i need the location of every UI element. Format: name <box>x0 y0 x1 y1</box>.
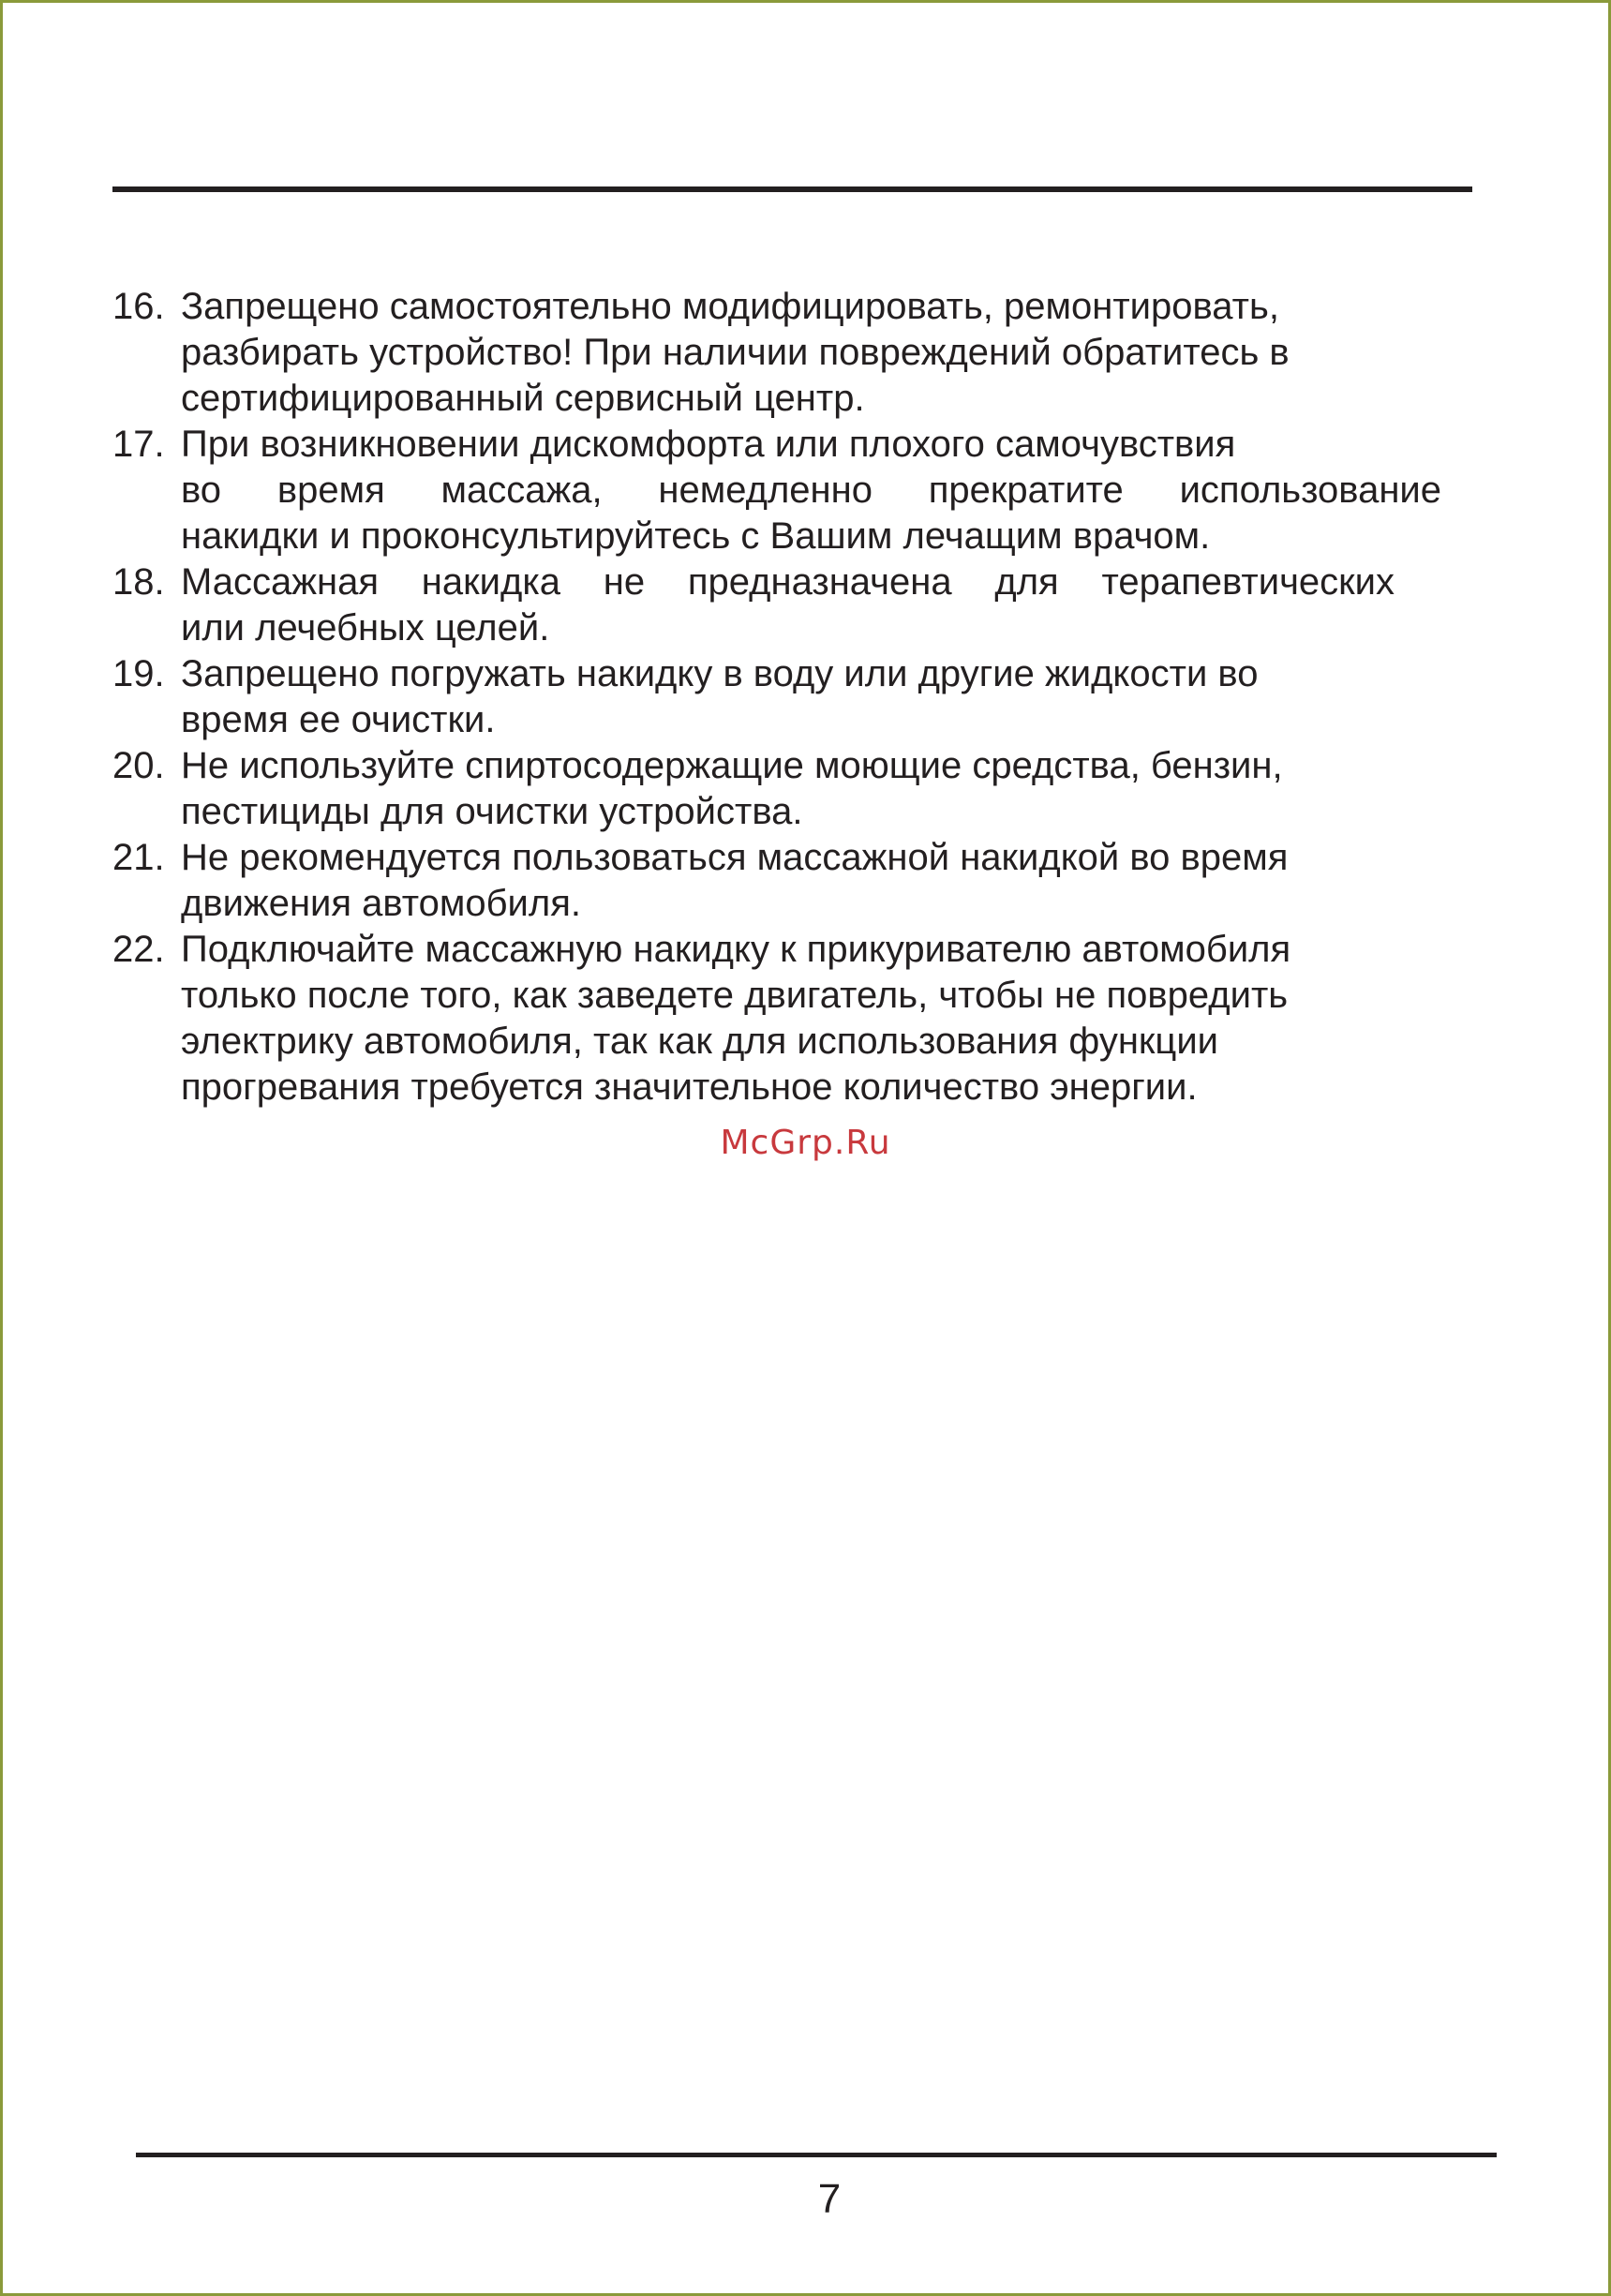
header-rule <box>112 186 1472 192</box>
list-item-17 <box>112 422 1441 559</box>
item-line: Подключайте массажную накидку к прикуривателю автомобиля <box>181 929 1291 970</box>
item-text <box>181 422 1441 559</box>
item-number: 16. <box>112 286 165 327</box>
item-number: 19. <box>112 653 165 694</box>
item-text <box>181 651 1399 743</box>
item-line: Запрещено самостоятельно модифицировать, ремонтировать, <box>181 286 1279 327</box>
list-item-16 <box>112 284 1406 422</box>
item-line: Не рекомендуется пользоваться массажной накидкой во время <box>181 837 1289 878</box>
item-line: время ее очистки. <box>181 699 496 740</box>
item-number: 22. <box>112 929 165 970</box>
watermark-link[interactable]: McGrp.Ru <box>720 1124 891 1162</box>
list-item-18 <box>112 559 1406 651</box>
item-line: При возникновении дискомфорта или плохого самочувствия <box>181 424 1236 465</box>
item-line: движения автомобиля. <box>181 883 581 924</box>
item-number: 21. <box>112 837 165 878</box>
list-item-21 <box>112 835 1406 927</box>
item-line: только после того, как заведете двигатель, чтобы не повредить <box>181 975 1289 1016</box>
item-number: 20. <box>112 745 165 786</box>
item-line: прогревания требуется значительное количество энергии. <box>181 1066 1198 1108</box>
item-line: электрику автомобиля, так как для использования функции <box>181 1021 1219 1062</box>
list-item-22 <box>112 927 1406 1111</box>
footer-rule <box>136 2153 1497 2157</box>
item-line: накидки и проконсультируйтесь с Вашим лечащим врачом. <box>181 515 1211 557</box>
item-line: во время массажа, немедленно прекратите использование <box>181 470 1441 511</box>
item-text <box>181 284 1399 422</box>
item-line: Запрещено погружать накидку в воду или другие жидкости во <box>181 653 1259 694</box>
item-number: 18. <box>112 561 165 603</box>
item-text <box>181 743 1399 835</box>
item-line: или лечебных целей. <box>181 607 550 649</box>
item-line: разбирать устройство! При наличии повреждений обратитесь в <box>181 332 1290 373</box>
safety-instructions-list <box>112 284 1441 1111</box>
list-item-19 <box>112 651 1406 743</box>
item-line: Массажная накидка не предназначена для терапевтических <box>181 561 1395 603</box>
item-text <box>181 559 1399 651</box>
item-line: сертифицированный сервисный центр. <box>181 378 865 419</box>
item-number: 17. <box>112 424 165 465</box>
item-line: пестициды для очистки устройства. <box>181 791 803 832</box>
item-text <box>181 927 1399 1111</box>
page-number: 7 <box>817 2176 842 2222</box>
item-text <box>181 835 1399 927</box>
list-item-20 <box>112 743 1406 835</box>
item-line: Не используйте спиртосодержащие моющие средства, бензин, <box>181 745 1283 786</box>
